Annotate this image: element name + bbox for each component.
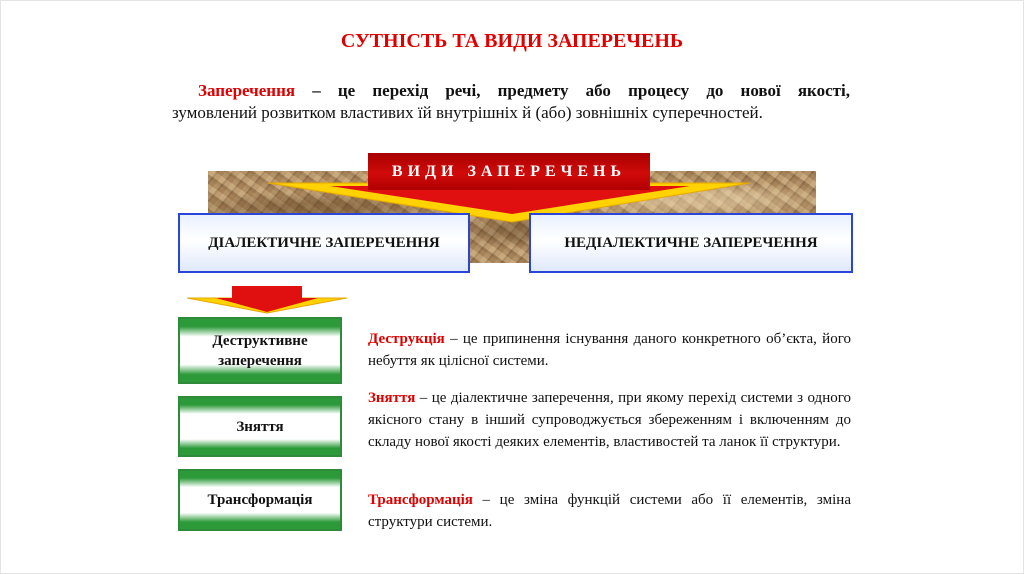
description-text: – це припинення існування даного конкретного об’єкта, його небуття як цілісної системи. <box>368 331 851 369</box>
non-dialectical-negation-box: НЕДІАЛЕКТИЧНЕ ЗАПЕРЕЧЕННЯ <box>529 213 853 273</box>
type-box-transformation <box>178 469 342 531</box>
description-term: Зняття <box>368 390 416 406</box>
description-destruction <box>368 328 851 372</box>
definition-line1-text: – це перехід речі, предмету або процесу до нової якості, <box>295 81 850 100</box>
description-term: Трансформація <box>368 492 473 508</box>
description-transformation <box>368 489 851 533</box>
definition-line-2: зумовлений розвитком властивих їй внутрішніх й (або) зовнішніх суперечностей. <box>172 103 763 122</box>
small-arrow-red <box>216 286 318 312</box>
type-label-sublation: Зняття <box>236 418 284 435</box>
type-box-sublation <box>178 396 342 457</box>
type-label-destructive: Деструктивне заперечення <box>212 332 308 369</box>
type-box-destructive <box>178 317 342 384</box>
slide-title: СУТНІСТЬ ТА ВИДИ ЗАПЕРЕЧЕНЬ <box>340 30 684 52</box>
description-text: – це діалектичне заперечення, при якому перехід системи з одного якісного стану в інший супроводжується збереженням і включенням до складу нової якості деяких елементів, властивостей та ланок її структури. <box>368 390 851 450</box>
dialectical-negation-box: ДІАЛЕКТИЧНЕ ЗАПЕРЕЧЕННЯ <box>178 213 470 273</box>
description-text: – це зміна функцій системи або її елементів, зміна структури системи. <box>368 492 851 530</box>
description-term: Деструкція <box>368 331 445 347</box>
description-sublation <box>368 387 851 453</box>
type-label-transformation: Трансформація <box>207 492 313 508</box>
definition-term: Заперечення <box>198 81 296 100</box>
types-header-label: ВИДИ ЗАПЕРЕЧЕНЬ <box>391 163 627 180</box>
